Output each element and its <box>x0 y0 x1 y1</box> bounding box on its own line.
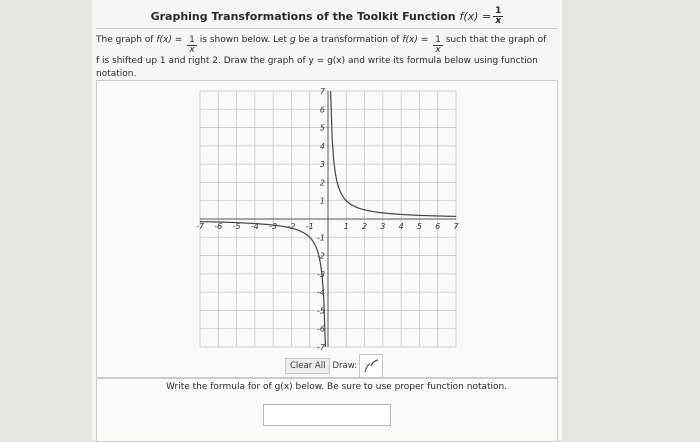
x-tick-label: -6 <box>214 222 223 231</box>
y-tick-label: -1 <box>317 233 325 243</box>
x-tick-label: 3 <box>380 222 386 231</box>
x-tick-label: -4 <box>250 222 259 231</box>
hyperbola-tool-icon[interactable] <box>359 354 383 378</box>
x-tick-label: 1 <box>343 222 349 231</box>
clear-all-button[interactable]: Clear All <box>285 358 330 374</box>
problem-statement <box>96 34 556 81</box>
y-tick-label: 5 <box>319 123 325 133</box>
page-title <box>96 4 558 29</box>
problem-fraction-1 <box>187 36 197 55</box>
problem-text-4: such that the graph of <box>445 35 547 45</box>
frac-num: 1 <box>189 35 195 45</box>
x-tick-label: 5 <box>416 222 422 231</box>
y-tick-label: -6 <box>317 324 325 334</box>
y-tick-label: 4 <box>319 141 325 151</box>
x-tick-label: 6 <box>435 222 441 231</box>
title-func-label: f(x) = <box>459 9 492 23</box>
title-frac-den: x <box>495 15 502 26</box>
title-fraction <box>493 7 503 26</box>
answer-prompt: Write the formula for of g(x) below. Be sure to use proper function notation. <box>166 382 508 392</box>
title-text: Graphing Transformations of the Toolkit Function <box>150 9 456 23</box>
problem-f-eq: f(x) = <box>156 35 183 45</box>
y-tick-label: 1 <box>319 196 325 206</box>
frac-num-2: 1 <box>435 35 441 45</box>
problem-text-2: is shown below. Let <box>199 35 288 45</box>
problem-text-1: The graph of <box>96 35 154 45</box>
problem-text-3: be a transformation of <box>298 35 400 45</box>
y-tick-label: 2 <box>319 178 325 188</box>
problem-g: g <box>289 35 296 45</box>
draw-label: Draw: <box>332 361 358 371</box>
x-tick-label: 2 <box>362 222 368 231</box>
graph-controls <box>285 354 383 378</box>
y-tick-label: -4 <box>317 288 325 298</box>
formula-input[interactable] <box>263 404 391 426</box>
y-tick-label: 6 <box>319 105 325 115</box>
frac-den-2: x <box>435 45 441 55</box>
x-tick-label: -3 <box>269 222 278 231</box>
coordinate-grid[interactable] <box>193 84 463 354</box>
x-tick-label: 7 <box>453 222 459 231</box>
problem-line-2: f is shifted up 1 and right 2. Draw the graph of y = g(x) and write its formula below using function <box>96 56 538 66</box>
x-tick-label: -7 <box>196 222 204 231</box>
x-tick-label: 4 <box>398 222 404 231</box>
problem-f-eq-2: f(x) = <box>402 35 429 45</box>
x-tick-label: -5 <box>232 222 241 231</box>
x-tick-label: -1 <box>305 222 314 231</box>
title-frac-num: 1 <box>495 5 502 16</box>
y-tick-label: -2 <box>317 251 325 261</box>
y-tick-label: -3 <box>317 269 325 279</box>
y-tick-label: -7 <box>317 343 325 352</box>
y-tick-label: 3 <box>319 160 325 170</box>
problem-fraction-2 <box>433 36 443 55</box>
y-tick-label: -5 <box>317 306 325 316</box>
frac-den: x <box>189 45 195 55</box>
problem-line-3: notation. <box>96 69 137 79</box>
problem-line-1 <box>96 34 556 55</box>
x-tick-label: -2 <box>287 222 296 231</box>
y-tick-label: 7 <box>319 87 325 96</box>
